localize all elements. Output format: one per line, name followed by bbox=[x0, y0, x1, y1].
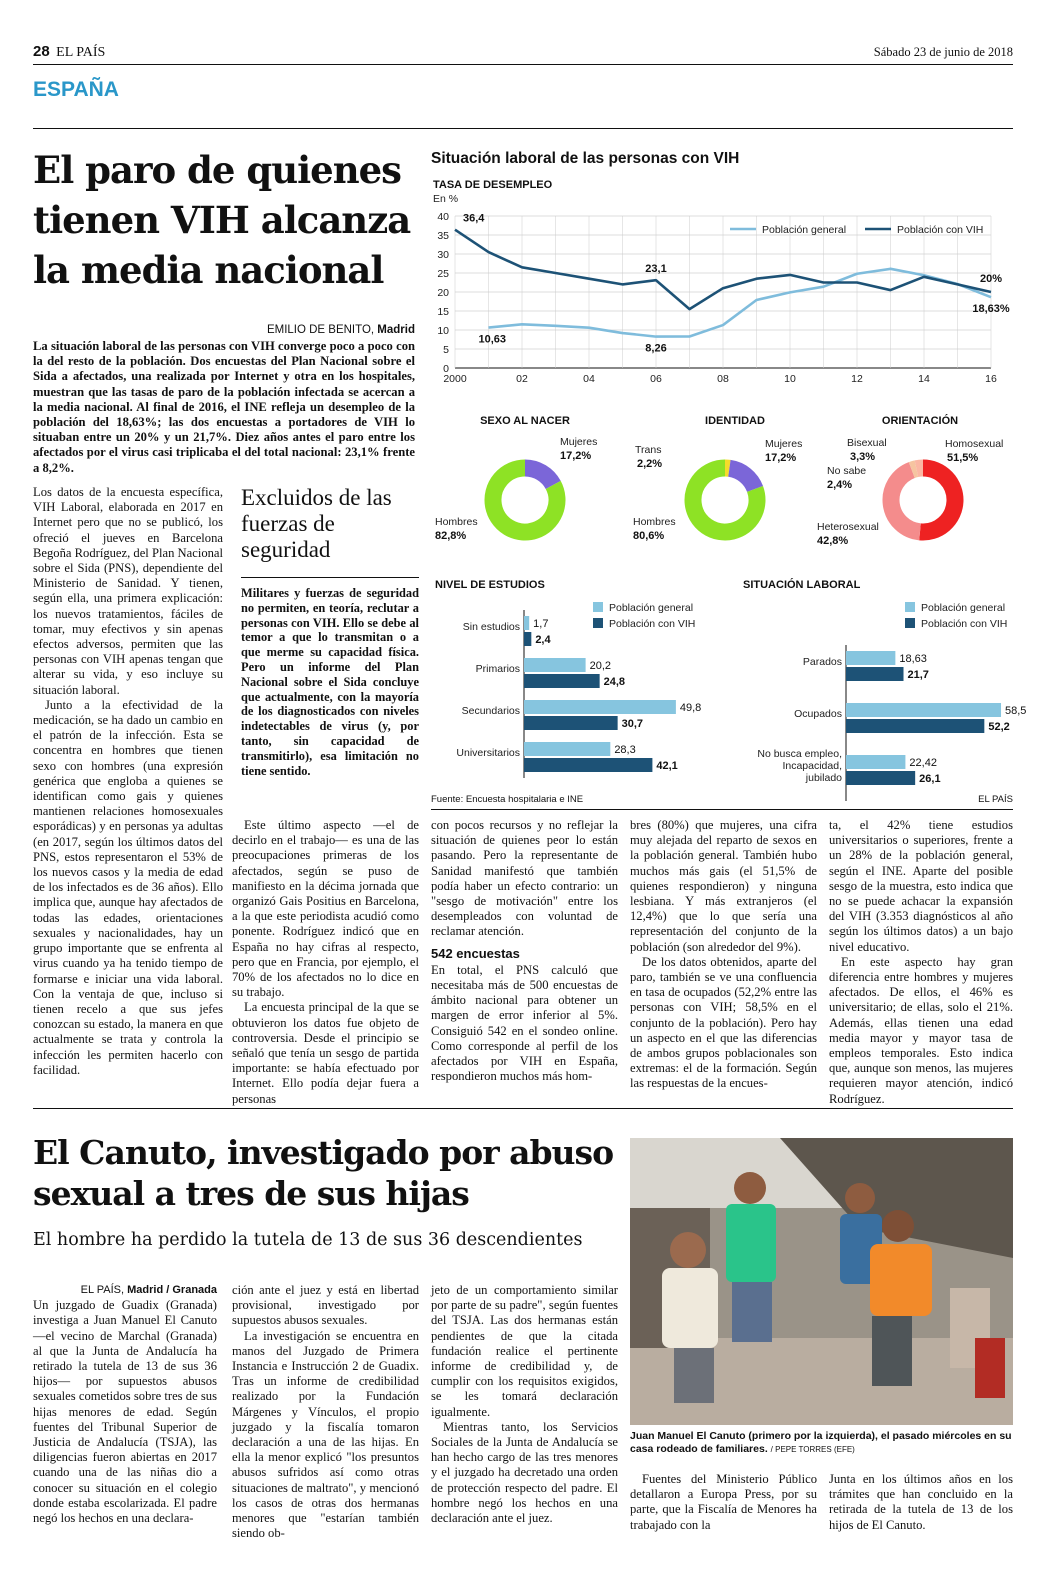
article-separator bbox=[33, 1108, 1013, 1109]
bar-value-label: 1,7 bbox=[533, 618, 549, 630]
bar-value-label: 58,5 bbox=[1005, 705, 1027, 717]
donut-slice bbox=[891, 470, 920, 532]
bar bbox=[846, 651, 895, 665]
category-label: Sin estudios bbox=[462, 621, 520, 633]
y-tick-label: 20 bbox=[437, 287, 449, 299]
bar bbox=[524, 658, 586, 672]
article2-subheadline: El hombre ha perdido la tutela de 13 de sus 36 descendientes bbox=[33, 1230, 583, 1250]
bar bbox=[524, 742, 610, 756]
sidebar-box bbox=[241, 485, 419, 778]
article1-lede: La situación laboral de las personas con VIH converge poco a poco con la del resto de la población. Dos encuestas del Plan Nacional sobre el Sida a afectados, una realizada por Internet y otra en los hospitales, muestran que las tasas de paro de la población infectada se acercan a la media nacional. Al final de 2016, el INE refleja un desempleo de la población del 18,63%; las dos encuestas a portadores de VIH lo situaban entre un 20% y un 21,7%. Diez años antes el paro entre los afectados por el virus casi triplicaba el del total nacional: 23,1% frente a 8,2%. bbox=[33, 339, 415, 475]
bar bbox=[524, 632, 531, 646]
bar bbox=[524, 616, 529, 630]
donut-slice bbox=[525, 468, 553, 485]
paragraph: con pocos recursos y no reflejar la situación de quienes peor lo están pasando. Pero la representante de Sanidad manifestó que también podía haber un efecto contrario: un "sesgo de motivación" entre los desempleados con voluntad de reclamar atención. bbox=[431, 818, 618, 939]
data-label: 10,63 bbox=[478, 333, 507, 346]
slice-label: Trans bbox=[635, 444, 662, 456]
donut-title: ORIENTACIÓN bbox=[881, 415, 959, 427]
article1-col3 bbox=[431, 818, 618, 1084]
graphic-source: Fuente: Encuesta hospitalaria e INE bbox=[431, 794, 584, 805]
subheading: 542 encuestas bbox=[431, 945, 520, 961]
donut-slice bbox=[920, 468, 955, 532]
article2-col3 bbox=[431, 1283, 618, 1526]
paragraph: Los datos de la encuesta específica, VIH Laboral, elaborada en 2017 en Internet pero que no se publicó, los ofreció el jueves en Barcelona Begoña Rodríguez, del Plan Nacional sobre el Sida (PNS), dependiente del Ministerio de Sanidad. Y tienen, según ella, una primera explicación: los nuevos tratamientos, fáciles de tomar, muy efectivos y sin apenas efectos adversos, permiten que las personas con VIH apenas tengan que alterar su vida, y eso incluye su situación laboral. bbox=[33, 485, 223, 697]
donut-title: IDENTIDAD bbox=[705, 415, 765, 427]
donut-title: SEXO AL NACER bbox=[480, 415, 570, 427]
x-tick-label: 12 bbox=[851, 373, 863, 385]
article1-headline: El paro de quienes tienen VIH alcanza la media nacional bbox=[33, 148, 411, 292]
paragraph: Este último aspecto —el de decirlo en el trabajo— es una de las preocupaciones primeras de los afectados, según se puso de manifiesto en la décima jornada que organizó Gais Positius en Barcelona, a la que este periodista acudió como ponente. Rodríguez indicó que en España no hay cifras al respecto, pero que en Francia, por ejemplo, el 70% de los afectados no lo dice en su trabajo. bbox=[232, 818, 419, 1000]
legend-swatch bbox=[593, 602, 603, 612]
paragraph: En total, el PNS calculó que necesitaba más de 500 encuestas de ámbito nacional para obtener un margen de error inferior al 5%. Consiguió 542 en el sondeo online. Como corresponde al perfil de los afectados por VIH en España, respondieron muchos más hom- bbox=[431, 962, 618, 1084]
byline-paper: EL PAÍS, bbox=[80, 1284, 125, 1296]
data-label: 36,4 bbox=[463, 212, 485, 225]
paragraph: La investigación se encuentra en manos del Juzgado de Primera Instancia e Instrucción 2 de Guadix. Tras un informe de credibilidad realizado por la Fundación Márgenes y Vínculos, el propio juzgado y la fiscalía tomaron declaración a una de las hijas. En ella la menor explicó "los presuntos abusos sufridos así como otras situaciones de maltrato", y mencionó los casos de otras dos hermanas menores que "estarían también siendo ob- bbox=[232, 1328, 419, 1541]
category-label: Universitarios bbox=[456, 747, 520, 759]
bar-value-label: 26,1 bbox=[919, 773, 941, 785]
paragraph: Junta en los últimos años en los trámites que han concluido en la retirada de la tutela de 13 de los hijos de El Canuto. bbox=[829, 1472, 1013, 1532]
category-label: Secundarios bbox=[461, 705, 520, 717]
paragraph: jeto de un comportamiento similar por parte de su padre", según fuentes del TSJA. Las dos hermanas están pendientes de que la citada fundación realice el pertinente informe de credibilidad y, de cumplir con los requisitos exigidos, se les tomará declaración igualmente. bbox=[431, 1283, 618, 1419]
article1-byline bbox=[33, 324, 415, 336]
slice-label: No sabe bbox=[827, 465, 867, 477]
page-number: 28 bbox=[33, 43, 50, 60]
slice-label: Bisexual bbox=[847, 437, 887, 449]
bar bbox=[524, 716, 618, 730]
article2-col2 bbox=[232, 1283, 419, 1541]
slice-value: 80,6% bbox=[633, 530, 665, 542]
legend-label: Población con VIH bbox=[921, 618, 1008, 630]
paragraph: Junto a la efectividad de la medicación, se ha dado un cambio en el patrón de la infección. Esta se concentra en hombres que tienen sexo con hombres (una expresión genérica que engloba a quienes se identifican como gais y quienes mantienen relaciones homosexuales esporádicas) y en personas ya adultas (en 2017, según los últimos datos del PNS, estos representaron el 53% de los nuevos casos y la media de edad de los infectados es de 36 años). Ello implica que, aunque hay afectados de todas las edades, orientaciones sexuales y nacionalidades, hay un grupo importante que se enfrenta al virus cuando ya ha tenido tiempo de formarse e iniciar una vida laboral. Con la ventaja de que, incluso si tienen recelo a que sus jefes conozcan su estado, la manera en que actualmente se trata y controla la infección les permiten hacerlo con facilidad. bbox=[33, 697, 223, 1077]
slice-value: 17,2% bbox=[560, 450, 592, 462]
legend-swatch bbox=[593, 618, 603, 628]
bar-value-label: 52,2 bbox=[988, 721, 1010, 733]
bar bbox=[524, 758, 652, 772]
byline-city: Madrid / Granada bbox=[127, 1284, 217, 1296]
photo-illustration bbox=[630, 1138, 1013, 1425]
x-tick-label: 02 bbox=[516, 373, 528, 385]
graphic-svg bbox=[425, 170, 1027, 810]
graphic-credit: EL PAÍS bbox=[978, 794, 1013, 805]
bar-value-label: 24,8 bbox=[603, 676, 626, 688]
graphic-title: Situación laboral de las personas con VIH bbox=[431, 150, 740, 167]
article2-headline: El Canuto, investigado por abuso sexual a tres de sus hijas bbox=[33, 1133, 614, 1213]
paragraph: ta, el 42% tiene estudios universitarios o superiores, frente a un 28% de la población general, según el INE. Aparte del posible sesgo de la muestra, esto indica que no se puede achacar la expansión del VIH (3.353 diagnósticos al año según los últimos datos) a un bajo nivel educativo. bbox=[829, 818, 1013, 954]
slice-value: 82,8% bbox=[435, 530, 467, 542]
bar-chart-title: NIVEL DE ESTUDIOS bbox=[435, 579, 545, 591]
slice-label: Hombres bbox=[633, 516, 676, 528]
y-tick-label: 30 bbox=[437, 249, 449, 261]
article1-col2 bbox=[232, 818, 419, 1107]
paragraph: Fuentes del Ministerio Público detallaron a Europa Press, por su parte, que la Fiscalía de Menores ha trabajado con la bbox=[630, 1472, 817, 1532]
y-tick-label: 10 bbox=[437, 325, 449, 337]
header-rule bbox=[33, 64, 1013, 65]
data-label: 20% bbox=[979, 273, 1003, 285]
section-rule bbox=[33, 128, 1013, 129]
y-tick-label: 25 bbox=[437, 268, 449, 280]
bar bbox=[846, 667, 904, 681]
photo-credit: / PEPE TORRES (EFE) bbox=[770, 1445, 855, 1454]
legend-label: Población con VIH bbox=[609, 618, 696, 630]
paragraph: Mientras tanto, los Servicios Sociales de la Junta de Andalucía se han hecho cargo de las tres menores y el juzgado ha decretado una orden de protección respecto del padre. El hombre negó los hechos en una declaración ante el juez. bbox=[431, 1419, 618, 1526]
bar bbox=[846, 703, 1001, 717]
slice-label: Heterosexual bbox=[817, 521, 879, 533]
issue-date: Sábado 23 de junio de 2018 bbox=[873, 45, 1013, 59]
caption-text: Juan Manuel El Canuto (primero por la izquierda), el pasado miércoles en su casa rodeado de familiares. bbox=[630, 1430, 1012, 1455]
data-label: 23,1 bbox=[645, 263, 667, 276]
y-axis-unit: En % bbox=[433, 193, 459, 205]
bar-chart-title: SITUACIÓN LABORAL bbox=[743, 579, 861, 591]
paragraph: En este aspecto hay gran diferencia entre hombres y mujeres afectados. De ellos, el 46% es universitario; de ellas, solo el 21%. Además, ellas tienen una edad media mayor y mayor tasa de empleos temporales. Esto indica que, aunque son menos, las mujeres requieren mayor atención, indicó Rodríguez. bbox=[829, 954, 1013, 1106]
bar-value-label: 28,3 bbox=[614, 744, 636, 756]
byline-author: EMILIO DE BENITO, bbox=[266, 324, 375, 336]
data-label: 8,26 bbox=[645, 342, 667, 355]
slice-label: Homosexual bbox=[945, 438, 1004, 450]
y-tick-label: 40 bbox=[437, 211, 449, 223]
article2-col5 bbox=[829, 1472, 1013, 1533]
legend-label: Población general bbox=[921, 602, 1006, 614]
paragraph: La encuesta principal de la que se obtuvieron los datos fue objeto de controversia. Desde el principio se señaló que tenía un sesgo de partida importante: se había efectuado por Internet. Ello podía dejar fuera a personas bbox=[232, 1000, 419, 1106]
article2-col1 bbox=[33, 1283, 217, 1526]
x-tick-label: 16 bbox=[985, 373, 997, 385]
photo-caption bbox=[630, 1430, 1013, 1456]
category-label: Ocupados bbox=[794, 708, 842, 720]
line-chart-title: TASA DE DESEMPLEO bbox=[433, 179, 553, 191]
category-label: Parados bbox=[802, 656, 842, 668]
paragraph: bres (80%) que mujeres, una cifra muy alejada del reparto de sexos en la población general. También hubo muchos más gais (el 51,5% de quienes respondieron) y ninguna lesbiana. Y más extranjeros (el 12,4%) que lo que sería una representación del conjunto de la población (son alrededor del 9%). bbox=[630, 818, 817, 954]
sidebar-rule bbox=[241, 577, 419, 578]
slice-label: Mujeres bbox=[765, 438, 803, 450]
y-tick-label: 35 bbox=[437, 230, 449, 242]
slice-value: 3,3% bbox=[850, 451, 876, 463]
bar-value-label: 20,2 bbox=[589, 660, 612, 672]
category-label: Primarios bbox=[475, 663, 520, 675]
bar-value-label: 49,8 bbox=[679, 702, 702, 714]
bar bbox=[846, 719, 984, 733]
graphic-bottom-rule bbox=[431, 809, 1013, 810]
bar bbox=[524, 700, 676, 714]
legend-swatch bbox=[905, 602, 915, 612]
article2-col4 bbox=[630, 1472, 817, 1533]
donut-slice bbox=[912, 469, 917, 470]
bar bbox=[524, 674, 600, 688]
legend-label: Población general bbox=[609, 602, 694, 614]
slice-value: 2,4% bbox=[827, 479, 853, 491]
section-label: ESPAÑA bbox=[33, 78, 119, 101]
byline-city: Madrid bbox=[377, 324, 415, 336]
category-label: jubilado bbox=[805, 772, 842, 784]
x-tick-label: 10 bbox=[784, 373, 796, 385]
article2-byline bbox=[33, 1283, 217, 1298]
legend-label: Población general bbox=[762, 224, 847, 236]
bar-value-label: 42,1 bbox=[656, 760, 678, 772]
x-tick-label: 14 bbox=[918, 373, 930, 385]
y-tick-label: 15 bbox=[437, 306, 449, 318]
bar-value-label: 18,63 bbox=[899, 653, 927, 665]
data-label: 18,63% bbox=[972, 303, 1010, 316]
bar-value-label: 30,7 bbox=[621, 718, 644, 730]
article1-col4 bbox=[630, 818, 817, 1092]
sidebar-text: Militares y fuerzas de seguridad no permiten, en teoría, reclutar a personas con VIH. Ello se debe al temor a que lo transmitan o a que merme su capacidad física. Pero un informe del Plan Nacional sobre el Sida concluye que actualmente, con la mayoría de los diagnosticados con niveles indetectables de virus (y, por tanto, sin capacidad de transmitirlo), esa limitación no tiene sentido. bbox=[241, 586, 419, 778]
slice-label: Hombres bbox=[435, 516, 478, 528]
x-tick-label: 08 bbox=[717, 373, 729, 385]
bar bbox=[846, 771, 915, 785]
slice-value: 42,8% bbox=[817, 535, 849, 547]
x-tick-label: 2000 bbox=[443, 373, 467, 385]
x-tick-label: 04 bbox=[583, 373, 595, 385]
donut-slice bbox=[729, 468, 755, 489]
paper-name: EL PAÍS bbox=[56, 45, 106, 60]
slice-value: 17,2% bbox=[765, 452, 797, 464]
category-label: Incapacidad, bbox=[782, 760, 842, 772]
y-tick-label: 0 bbox=[443, 363, 449, 375]
bar-value-label: 2,4 bbox=[535, 634, 551, 646]
category-label: No busca empleo, bbox=[757, 748, 842, 760]
paragraph: ción ante el juez y está en libertad provisional, investigado por supuestos abusos sexuales. bbox=[232, 1283, 419, 1328]
donut-slice bbox=[916, 468, 923, 469]
bar-value-label: 21,7 bbox=[907, 669, 929, 681]
photo bbox=[630, 1138, 1013, 1425]
slice-value: 51,5% bbox=[947, 452, 979, 464]
slice-label: Mujeres bbox=[560, 436, 598, 448]
legend-label: Población con VIH bbox=[897, 224, 984, 236]
paragraph: De los datos obtenidos, aparte del paro, también se ve una confluencia en tasa de ocupados (52,2% entre las personas con VIH; 58,5% en el conjunto de la población). Pero hay un aspecto en el que las diferencias de ambos grupos poblacionales son extremas: el de la formación. Según las respuestas de la encues- bbox=[630, 954, 817, 1091]
page-header bbox=[33, 43, 1013, 63]
article1-col1 bbox=[33, 485, 223, 1078]
sidebar-title: Excluidos de las fuerzas de seguridad bbox=[241, 485, 392, 562]
bar-value-label: 22,42 bbox=[909, 757, 937, 769]
legend-swatch bbox=[905, 618, 915, 628]
y-tick-label: 5 bbox=[443, 344, 449, 356]
x-tick-label: 06 bbox=[650, 373, 662, 385]
article1-col5 bbox=[829, 818, 1013, 1107]
bar bbox=[846, 755, 905, 769]
paragraph: Un juzgado de Guadix (Granada) investiga a Juan Manuel El Canuto —el vecino de Marchal (Granada) al que la Junta de Andalucía ha retirado la tutela de 13 de sus 36 hijos— por supuestos abusos sexuales cometidos sobre tres de sus hijas menores de edad. Según fuentes del Tribunal Superior de Justicia de Andalucía (TSJA), las diligencias fueron abiertas en 2017 cuando una de las niñas dio a conocer su situación en el colegio donde estaba escolarizada. El padre negó los hechos en una declara- bbox=[33, 1298, 217, 1526]
slice-value: 2,2% bbox=[637, 458, 663, 470]
